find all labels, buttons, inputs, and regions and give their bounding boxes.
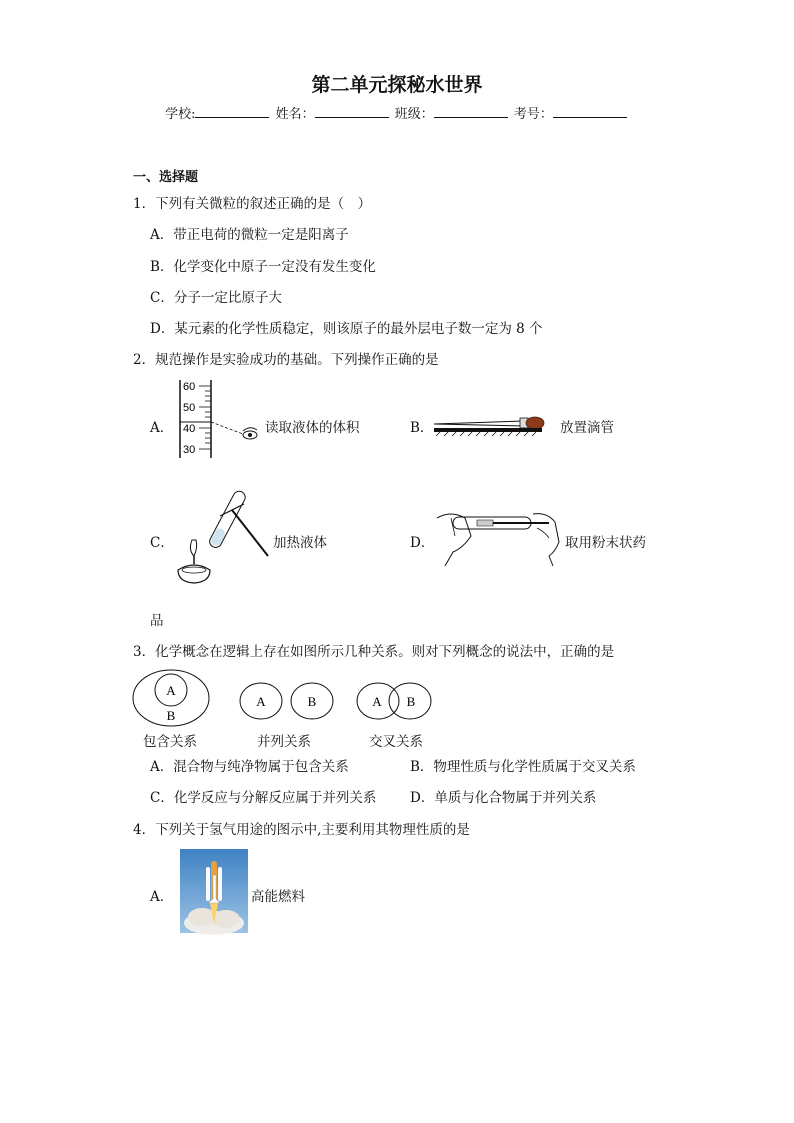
inclusion-diagram: [133, 670, 209, 726]
tick-label-40: 40: [183, 423, 196, 435]
q3-option-a: A．混合物与纯净物属于包含关系: [150, 759, 349, 775]
sight-line: [211, 422, 243, 434]
q2-d-text: 取用粉末状药: [565, 535, 646, 551]
exam-no-label: 考号：: [513, 107, 553, 122]
q3-option-c: C．化学反应与分解反应属于并列关系: [150, 790, 377, 806]
q2-b-text: 放置滴管: [560, 420, 614, 436]
q1-option-d: D．某元素的化学性质稳定，则该原子的最外层电子数一定为 8 个: [150, 321, 543, 337]
q2-c-text: 加热液体: [273, 535, 327, 551]
concept-relation-diagrams: [132, 670, 442, 730]
inclusion-label-b: B: [166, 708, 176, 723]
dropper-on-table-illustration: [432, 410, 557, 436]
dropper-tube-bottom: [434, 424, 524, 426]
section-heading: 一、选择题: [133, 170, 199, 185]
left-hand: [437, 514, 471, 566]
q4-stem: 4．下列关于氢气用途的图示中,主要利用其物理性质的是: [133, 822, 470, 838]
intersection-label-b: B: [406, 694, 416, 709]
right-booster: [218, 867, 222, 901]
school-blank[interactable]: [195, 104, 269, 118]
q2-d-text-wrap: 品: [150, 613, 164, 629]
caption-inclusion: 包含关系: [143, 734, 197, 750]
tick-label-50: 50: [183, 402, 196, 414]
q1-option-a: A．带正电荷的微粒一定是阳离子: [150, 227, 349, 243]
q3-option-b: B．物理性质与化学性质属于交叉关系: [410, 759, 636, 775]
name-label: 姓名：: [275, 107, 315, 122]
table-surface: [434, 428, 542, 432]
q1-option-c: C．分子一定比原子大: [150, 290, 282, 306]
left-booster: [206, 867, 210, 901]
parallel-diagram: [240, 683, 333, 719]
q2-d-letter: D．: [410, 535, 435, 551]
q3-option-d: D．单质与化合物属于并列关系: [410, 790, 597, 806]
q3-stem: 3．化学概念在逻辑上存在如图所示几种关系。则对下列概念的说法中，正确的是: [133, 644, 615, 660]
q1-option-b: B．化学变化中原子一定没有发生变化: [150, 259, 376, 275]
q1-stem: 1．下列有关微粒的叙述正确的是（ ）: [133, 196, 372, 212]
eye-icon: [243, 428, 257, 439]
intersection-label-a: A: [372, 694, 382, 709]
caption-intersection: 交叉关系: [369, 734, 423, 750]
parallel-label-b: B: [307, 694, 317, 709]
parallel-label-a: A: [256, 694, 266, 709]
cylinder-scale-ticks: [199, 386, 211, 449]
rocket-launch-photo: [180, 849, 248, 933]
tick-label-60: 60: [183, 381, 196, 393]
school-label: 学校:: [165, 107, 196, 122]
right-hand: [533, 514, 559, 566]
inclusion-label-a: A: [166, 683, 176, 698]
caption-parallel: 并列关系: [257, 734, 311, 750]
graduated-cylinder-reading-illustration: [175, 378, 265, 462]
alcohol-lamp: [178, 565, 210, 583]
test-tube: [208, 489, 248, 549]
rubber-bulb: [526, 417, 544, 429]
exam-no-blank[interactable]: [553, 104, 627, 118]
q4-a-letter: A．: [150, 889, 174, 905]
q2-a-letter: A．: [150, 420, 174, 436]
q2-a-text: 读取液体的体积: [265, 420, 360, 436]
name-blank[interactable]: [315, 104, 389, 118]
student-info-line: [0, 103, 794, 122]
class-blank[interactable]: [434, 104, 508, 118]
q2-stem: 2．规范操作是实验成功的基础。下列操作正确的是: [133, 352, 439, 368]
flame: [190, 540, 196, 556]
tick-label-30: 30: [183, 444, 196, 456]
q2-b-letter: B．: [410, 420, 434, 436]
heating-liquid-illustration: [172, 490, 272, 586]
powder-taking-illustration: [437, 508, 562, 568]
q2-c-letter: C．: [150, 535, 174, 551]
dropper-tube-top: [434, 421, 524, 424]
intersection-diagram: [357, 683, 431, 719]
class-label: 班级：: [394, 107, 434, 122]
test-tube-holder: [232, 510, 268, 556]
q4-a-text: 高能燃料: [251, 889, 305, 905]
table-hatching: [436, 432, 536, 436]
page-title: 第二单元探秘水世界: [311, 74, 483, 96]
